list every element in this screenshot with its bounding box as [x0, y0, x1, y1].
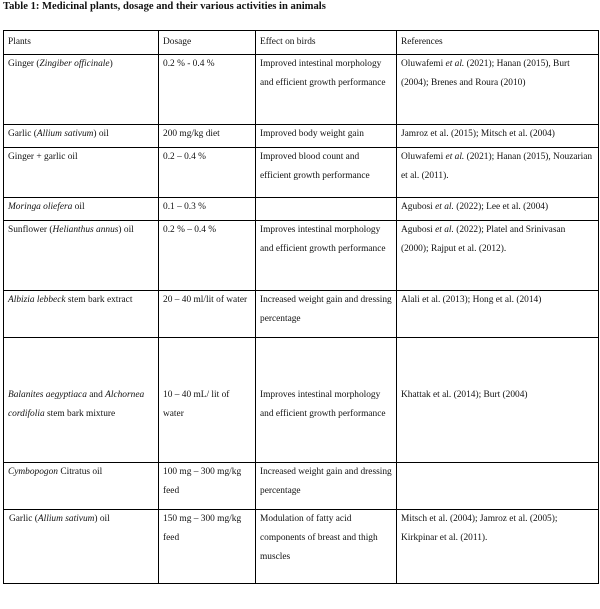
cell-plant: Sunflower (Helianthus annus) oil	[4, 221, 159, 291]
cell-references: Mitsch et al. (2004); Jamroz et al. (2005); Kirkpinar et al. (2011).	[397, 510, 599, 584]
cell-plant: Balanites aegyptiaca and Alchornea cordifolia stem bark mixture	[4, 338, 159, 463]
cell-effect: Modulation of fatty acid components of breast and thigh muscles	[256, 510, 397, 584]
header-dosage: Dosage	[159, 31, 256, 55]
cell-effect: Improved blood count and efficient growth performance	[256, 148, 397, 198]
cell-plant: Albizia lebbeck stem bark extract	[4, 291, 159, 338]
cell-dosage: 200 mg/kg diet	[159, 125, 256, 148]
cell-references: Agubosi et al. (2022); Platel and Srinivasan (2000); Rajput et al. (2012).	[397, 221, 599, 291]
cell-plant: Moringa oliefera oil	[4, 198, 159, 221]
table-caption: Table 1: Medicinal plants, dosage and their various activities in animals	[3, 1, 326, 12]
cell-dosage: 100 mg – 300 mg/kg feed	[159, 463, 256, 510]
cell-effect: Increased weight gain and dressing percentage	[256, 463, 397, 510]
cell-effect: Improves intestinal morphology and efficient growth performance	[256, 338, 397, 463]
medicinal-plants-table	[3, 30, 599, 584]
table-row	[4, 510, 599, 584]
cell-dosage: 0.1 – 0.3 %	[159, 198, 256, 221]
cell-dosage: 0.2 – 0.4 %	[159, 148, 256, 198]
cell-references: Jamroz et al. (2015); Mitsch et al. (2004)	[397, 125, 599, 148]
table-row	[4, 291, 599, 338]
table-row	[4, 148, 599, 198]
cell-dosage: 0.2 % - 0.4 %	[159, 55, 256, 125]
cell-effect	[256, 198, 397, 221]
cell-plant: Garlic (Allium sativum) oil	[4, 510, 159, 584]
header-effect: Effect on birds	[256, 31, 397, 55]
cell-effect: Improved intestinal morphology and efficient growth performance	[256, 55, 397, 125]
header-references: References	[397, 31, 599, 55]
cell-dosage: 20 – 40 ml/lit of water	[159, 291, 256, 338]
cell-plant: Cymbopogon Citratus oil	[4, 463, 159, 510]
table-row	[4, 338, 599, 463]
table-row	[4, 198, 599, 221]
header-plants: Plants	[4, 31, 159, 55]
cell-plant: Ginger (Zingiber officinale)	[4, 55, 159, 125]
cell-references	[397, 463, 599, 510]
cell-dosage: 150 mg – 300 mg/kg feed	[159, 510, 256, 584]
cell-references: Agubosi et al. (2022); Lee et al. (2004)	[397, 198, 599, 221]
cell-references: Oluwafemi et al. (2021); Hanan (2015), Burt (2004); Brenes and Roura (2010)	[397, 55, 599, 125]
cell-dosage: 10 – 40 mL/ lit of water	[159, 338, 256, 463]
table-row	[4, 221, 599, 291]
cell-plant: Ginger + garlic oil	[4, 148, 159, 198]
cell-references: Khattak et al. (2014); Burt (2004)	[397, 338, 599, 463]
table-header-row	[4, 31, 599, 55]
cell-references: Oluwafemi et al. (2021); Hanan (2015), Nouzarian et al. (2011).	[397, 148, 599, 198]
cell-effect: Improves intestinal morphology and efficient growth performance	[256, 221, 397, 291]
cell-effect: Increased weight gain and dressing percentage	[256, 291, 397, 338]
cell-references: Alali et al. (2013); Hong et al. (2014)	[397, 291, 599, 338]
table-row	[4, 125, 599, 148]
table-row	[4, 55, 599, 125]
cell-plant: Garlic (Allium sativum) oil	[4, 125, 159, 148]
cell-dosage: 0.2 % – 0.4 %	[159, 221, 256, 291]
cell-effect: Improved body weight gain	[256, 125, 397, 148]
table-row	[4, 463, 599, 510]
